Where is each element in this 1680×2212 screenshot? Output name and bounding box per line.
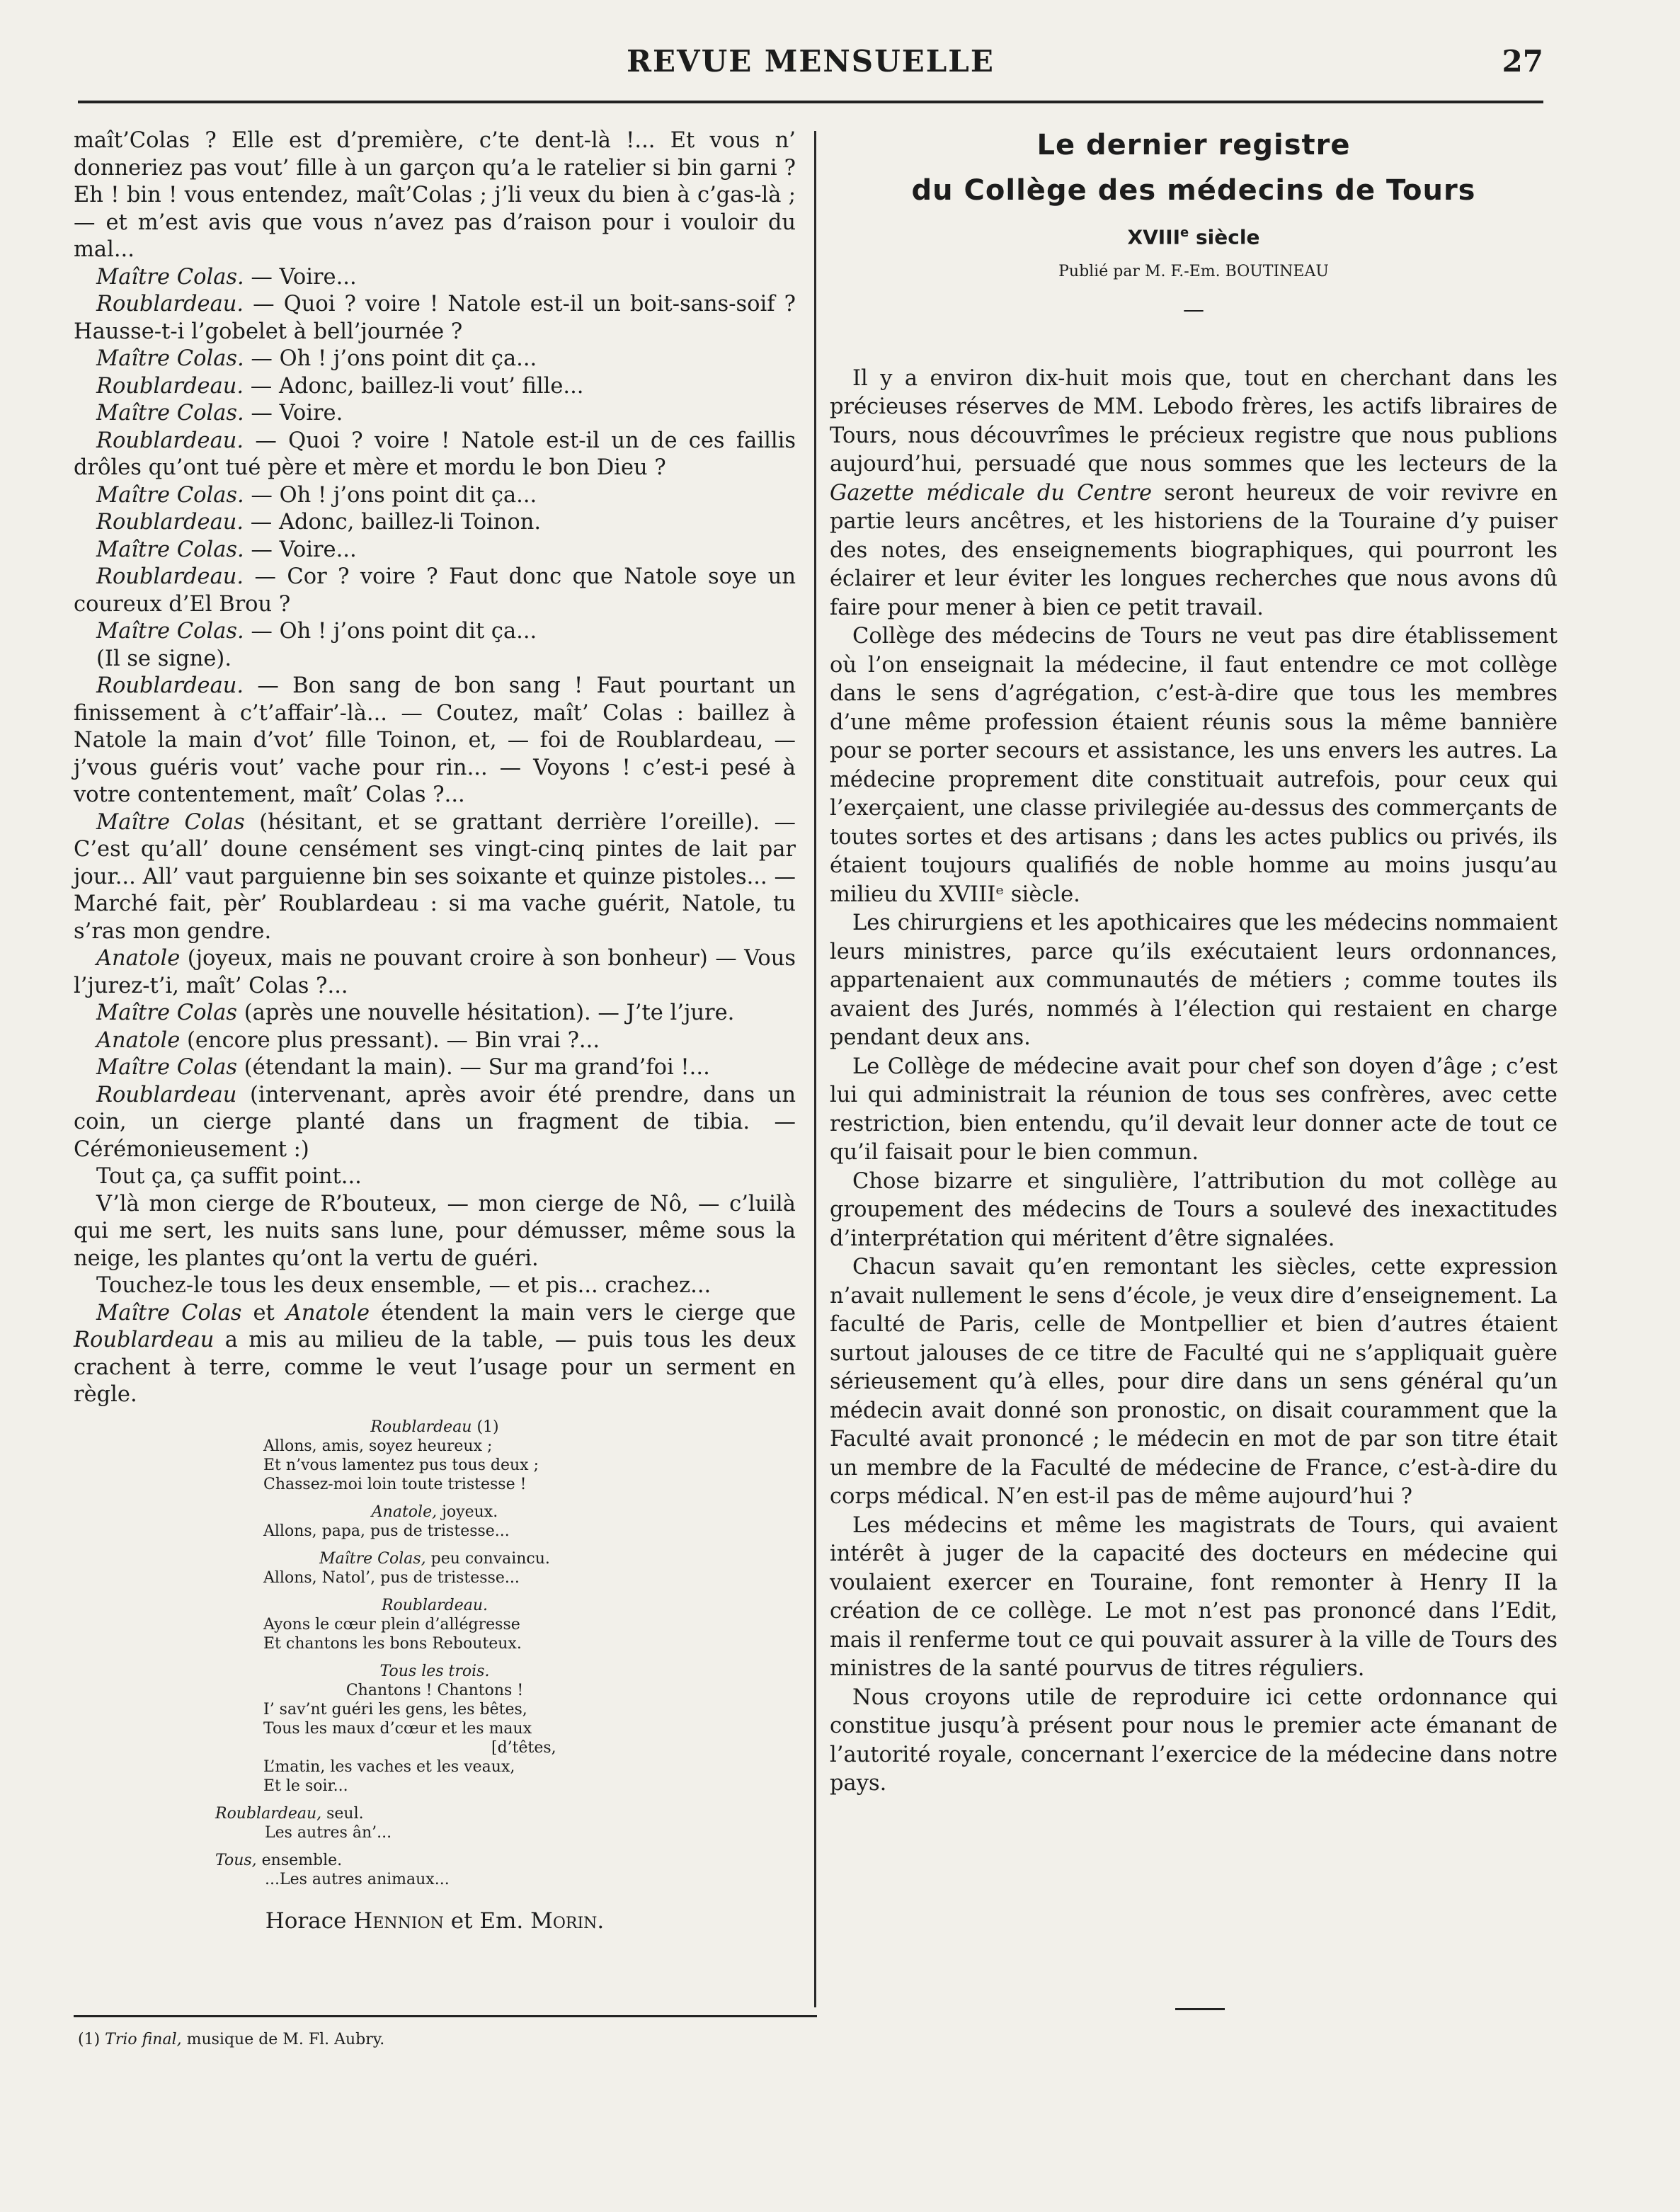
verse-speaker-name: Anatole, [371, 1503, 438, 1521]
line-text: — Voire. [244, 401, 343, 426]
verse-line-wrap: [d’têtes, [491, 1738, 556, 1757]
verse-line: Et n’vous lamentez pus tous deux ; [263, 1456, 539, 1474]
dialogue-line [74, 1272, 796, 1300]
paragraph-text: Chacun savait qu’en remontant les siècles, cette expression n’avait nullement le sens d’école, je veux dire d’enseignement. La faculté de Paris, celle de Montpellier et bien d’autres étaient surtout jalouses de ce titre de Faculté qui ne s’appliquait guère sérieusement qu’à elles, pour dire dans un sens général qu’un médecin avait donné son pronostic, on disait couramment que la Faculté avait prononcé ; le médecin en mot de par son titre était un membre de la Faculté de médecine de France, c’est-à-dire du corps médical. N’en est-il pas de même aujourd’hui ? [830, 1255, 1558, 1510]
article-paragraph [830, 1168, 1558, 1254]
dialogue-line [74, 809, 796, 946]
paragraph-text: Les médecins et même les magistrats de Tours, qui avaient intérêt à juger de la capacité des docteurs en médecine qui voulaient exercer en Touraine, font remonter à Henry II la création de ce collège. Le mot n’est pas prononcé dans l’Edit, mais il renferme tout ce qui pouvait assurer à la ville de Tours des ministres de la santé pourvus de titres réguliers. [830, 1512, 1558, 1682]
page-number: 27 [1502, 44, 1543, 79]
verse-speaker-note: seul. [321, 1804, 364, 1823]
line-text: — Oh ! j’ons point dit ça... [244, 346, 537, 371]
verse-speaker [74, 1418, 796, 1437]
article-byline: Publié par M. F.-Em. BOUTINEAU [1058, 262, 1329, 280]
verse-line: Et chantons les bons Rebouteux. [263, 1634, 522, 1653]
speaker: Maître Colas. [96, 401, 244, 426]
verse-speaker-name: Roublardeau. [381, 1596, 488, 1614]
article-paragraph [830, 622, 1558, 909]
header-rule [78, 101, 1543, 103]
line-text: Tout ça, ça suffit point... [96, 1164, 362, 1189]
line-text: (hésitant, et se grattant derrière l’oreille). — C’est qu’all’ doune censément ses vingt-cinq pintes de lait par jour... All’ vaut parguienne bin ses soixante et quinze pistoles... — Marché fait, pèr’ Roublardeau : si ma vache guérit, Natole, tu s’ras mon gendre. [74, 809, 796, 944]
line-text: — Quoi ? voire ! Natole est-il un de ces faillis drôles qu’ont tué père et mère et mordu le bon Dieu ? [74, 428, 796, 480]
verse-speaker-note: ensemble. [256, 1851, 343, 1869]
stage-direction [74, 1300, 796, 1409]
speaker: Roublardeau. [96, 510, 244, 535]
article-paragraph [830, 1253, 1558, 1512]
speaker: Roublardeau. [96, 428, 244, 453]
article-subtitle [830, 219, 1558, 252]
author-name: Morin [530, 1908, 598, 1934]
author-name: Hennion [353, 1908, 444, 1934]
speaker: Anatole [96, 946, 181, 971]
speaker: Anatole [285, 1300, 370, 1326]
verse-speaker [74, 1549, 796, 1568]
line-text: — Bon sang de bon sang ! Faut pourtant un finissement à c’t’affair’-là... — Coutez, maît’ Colas : baillez à Natole la main d’vot’ fille Toinon, et, — foi de Roublardeau, — j’vous guéris vout’ vache pour rin... — Voyons ! c’est-i pesé à votre contentement, maît’ Colas ?... [74, 673, 796, 807]
speaker: Maître Colas. [96, 264, 244, 290]
line-text: — Voire... [244, 264, 357, 290]
speaker: Roublardeau. [96, 673, 244, 698]
century-sup: e [1180, 225, 1189, 240]
footnote-rule [74, 2015, 817, 2017]
verse-line: Chassez-moi loin toute tristesse ! [263, 1475, 527, 1493]
article-title-line2: du Collège des médecins de Tours [911, 174, 1476, 207]
signature-text: . [597, 1908, 605, 1934]
article-body [830, 365, 1558, 1798]
verse-speaker-name: Tous les trois. [379, 1662, 490, 1680]
dialogue-line [74, 1000, 796, 1027]
dialogue-line [74, 291, 796, 346]
speaker: Maître Colas [96, 1055, 238, 1080]
verse-line: L’matin, les vaches et les veaux, [263, 1757, 515, 1776]
paragraph-text: Nous croyons utile de reproduire ici cette ordonnance qui constitue jusqu’à présent pour nous le premier acte émanant de l’autorité royale, concernant l’exercice de la médecine dans notre pays. [830, 1684, 1558, 1796]
line-text: — Adonc, baillez-li vout’ fille... [244, 373, 584, 399]
paragraph-text: Le Collège de médecine avait pour chef son doyen d’âge ; c’est lui qui administrait la réunion de tous ses confrères, avec cette restriction, bien entendu, qu’il devait leur donner acte de tout ce qu’il faisait pour le bien commun. [830, 1054, 1558, 1165]
speaker: Maître Colas. [96, 537, 244, 562]
speaker: Anatole [96, 1027, 181, 1053]
verse-line: Chantons ! Chantons ! [345, 1681, 524, 1699]
verse-line: Allons, papa, pus de tristesse... [263, 1522, 510, 1540]
verse-line: ...Les autres animaux... [265, 1870, 450, 1888]
signature [74, 1908, 796, 1935]
paragraph-text: Les chirurgiens et les apothicaires que les médecins nommaient leurs ministres, parce qu’ils exécutaient leurs ordonnances, appartenaient aux communautés de métiers ; comme toutes ils avaient des Jurés, nommés à l’élection qui restaient en charge pendant deux ans. [830, 911, 1558, 1051]
article-paragraph [830, 909, 1558, 1053]
verse-speaker-name: Maître Colas, [319, 1549, 426, 1568]
article-paragraph [830, 1053, 1558, 1168]
text: étendent la main vers le cierge que [370, 1300, 796, 1326]
left-column [74, 127, 796, 1997]
verse-line: Et le soir... [263, 1777, 348, 1795]
dialogue-line [74, 537, 796, 564]
dialogue-line [74, 945, 796, 1000]
verse-speaker [74, 1662, 796, 1681]
speaker: Roublardeau. [96, 564, 244, 589]
title-dash: — [1183, 297, 1204, 323]
dialogue-line [74, 264, 796, 292]
line-text: V’là mon cierge de R’bouteux, — mon cierge de Nô, — c’luilà qui me sert, les nuits sans lune, pour démusser, même sous la neige, les plantes qu’ont la vertu de guéri. [74, 1191, 796, 1271]
page-header [78, 44, 1543, 86]
dialogue-line [74, 428, 796, 482]
verse-speaker-name: Roublardeau, [215, 1804, 322, 1823]
speaker: Maître Colas [96, 809, 245, 835]
verse-speaker [74, 1804, 796, 1823]
verse-speaker [74, 1596, 796, 1615]
footnote-number: (1) [78, 2031, 105, 2048]
line-text: (intervenant, après avoir été prendre, dans un coin, un cierge planté dans un fragment de tibia. — Cérémonieusement :) [74, 1082, 796, 1162]
verse-speaker-name: Roublardeau [370, 1418, 472, 1436]
line-text: (après une nouvelle hésitation). — J’te l’jure. [237, 1000, 735, 1025]
line-text: — Adonc, baillez-li Toinon. [244, 510, 542, 535]
footnote-title: Trio final, [105, 2031, 182, 2048]
dialogue-line [74, 400, 796, 428]
end-dash [1175, 2008, 1225, 2010]
line-text: (Il se signe). [96, 646, 232, 671]
article-paragraph [830, 365, 1558, 623]
dialogue-line [74, 509, 796, 537]
dialogue-line [74, 346, 796, 373]
article-paragraph [830, 1512, 1558, 1684]
paragraph-text: Collège des médecins de Tours ne veut pas dire établissement où l’on enseignait la médecine, il faut entendre ce mot collège dans le sens d’agrégation, c’est-à-dire que tous les membres d’une même profession étaient réunis sous la même bannière pour se porter secours et assistance, les uns envers les autres. La médecine proprement dite constituait autrefois, pour ceux qui l’exerçaient, une classe privilegiée au-dessus des commerçants de toutes sortes et des artisans ; dans les actes publics ou privés, ils étaient toujours qualifiés de noble homme au moins jusqu’au milieu du XVIIIᵉ siècle. [830, 624, 1558, 907]
century-word: siècle [1189, 225, 1260, 249]
verse-line: I’ sav’nt guéri les gens, les bêtes, [263, 1700, 527, 1718]
line-text: (étendant la main). — Sur ma grand’foi !... [237, 1055, 710, 1080]
dialogue-line [74, 564, 796, 618]
verse-line: Tous les maux d’cœur et les maux [263, 1719, 532, 1738]
speaker: Roublardeau [96, 1082, 237, 1107]
line-text: Touchez-le tous les deux ensemble, — et pis... crachez... [96, 1273, 712, 1298]
dialogue-line [74, 646, 796, 673]
verse-speaker [74, 1503, 796, 1522]
verse-line: Ayons le cœur plein d’allégresse [263, 1615, 520, 1634]
line-text: — Cor ? voire ? Faut donc que Natole soye un coureux d’El Brou ? [74, 564, 796, 617]
paragraph-text: Chose bizarre et singulière, l’attribution du mot collège au groupement des médecins de Tours a soulevé des inexactitudes d’interprétation qui méritent d’être signalées. [830, 1168, 1558, 1251]
dialogue-line [74, 1191, 796, 1273]
verse-speaker-note: (1) [472, 1418, 499, 1436]
column-divider [814, 131, 816, 2007]
footnote-text: musique de M. Fl. Aubry. [181, 2031, 385, 2048]
line-text: — Oh ! j’ons point dit ça... [244, 482, 537, 508]
dialogue-line [74, 1027, 796, 1055]
signature-text: Horace [265, 1908, 354, 1934]
verse-line: Allons, amis, soyez heureux ; [263, 1437, 493, 1455]
paragraph-text: seront heureux de voir revivre en partie leurs ancêtres, et les historiens de la Touraine d’y puiser des notes, des enseignements biographiques, qui pourront les éclairer et leur éviter les longues recherches que nous avons dû faire pour mener à bien ce petit travail. [830, 480, 1558, 620]
footnote [78, 2031, 384, 2048]
speaker: Maître Colas [96, 1000, 238, 1025]
century-numeral: XVIII [1127, 225, 1181, 249]
dialogue-line [74, 618, 796, 646]
verse-speaker [74, 1851, 796, 1870]
line-text: (joyeux, mais ne pouvant croire à son bonheur) — Vous l’jurez-t’i, maît’ Colas ?... [74, 946, 796, 998]
dialogue-line [74, 673, 796, 809]
dialogue-line [74, 127, 796, 264]
dialogue-line [74, 1054, 796, 1082]
verse-line: Allons, Natol’, pus de tristesse... [263, 1568, 520, 1587]
speaker: Maître Colas. [96, 346, 244, 371]
line-text: maît’Colas ? Elle est d’première, c’te dent-là !... Et vous n’ donneriez pas vout’ fille à un garçon qu’a le ratelier si bin garni ? Eh ! bin ! vous entendez, maît’Colas ; j’li veux du bien à c’gas-là ; — et m’est avis que vous n’avez pas d’raison pour i vouloir du mal... [74, 128, 796, 262]
line-text: — Oh ! j’ons point dit ça... [244, 619, 537, 644]
verse-speaker-note: peu convaincu. [425, 1549, 550, 1568]
line-text: — Quoi ? voire ! Natole est-il un boit-sans-soif ? Hausse-t-i l’gobelet à bell’journée ? [74, 292, 796, 344]
song-verses [74, 1418, 796, 1889]
paragraph-text: Il y a environ dix-huit mois que, tout en cherchant dans les précieuses réserves de MM. Lebodo frères, les actifs libraires de Tours, nous découvrîmes le précieux registre que nous publions aujourd’hui, persuadé que nous sommes que les lecteurs de la [830, 365, 1558, 477]
signature-text: et Em. [443, 1908, 531, 1934]
journal-name: Gazette médicale du Centre [830, 480, 1153, 506]
speaker: Roublardeau. [96, 292, 244, 317]
dialogue-line [74, 1163, 796, 1191]
right-column [830, 124, 1558, 2050]
speaker: Maître Colas [96, 1300, 242, 1326]
speaker: Roublardeau. [96, 373, 244, 399]
text: a mis au milieu de la table, — puis tous les deux crachent à terre, comme le veut l’usage pour un serment en règle. [74, 1328, 796, 1407]
verse-speaker-note: joyeux. [437, 1503, 498, 1521]
article-title-line1: Le dernier registre [1036, 129, 1351, 161]
line-text: (encore plus pressant). — Bin vrai ?... [180, 1027, 600, 1053]
dialogue-lines [74, 127, 796, 1300]
article-paragraph [830, 1684, 1558, 1798]
speaker: Maître Colas. [96, 619, 244, 644]
speaker: Roublardeau [74, 1328, 215, 1352]
verse-speaker-name: Tous, [215, 1851, 257, 1869]
dialogue-line [74, 373, 796, 401]
dialogue-line [74, 1082, 796, 1164]
running-title: REVUE MENSUELLE [627, 44, 995, 79]
line-text: — Voire... [244, 537, 357, 562]
speaker: Maître Colas. [96, 482, 244, 508]
dialogue-line [74, 482, 796, 510]
verse-line: Les autres ân’... [265, 1823, 392, 1842]
text: et [241, 1300, 286, 1326]
